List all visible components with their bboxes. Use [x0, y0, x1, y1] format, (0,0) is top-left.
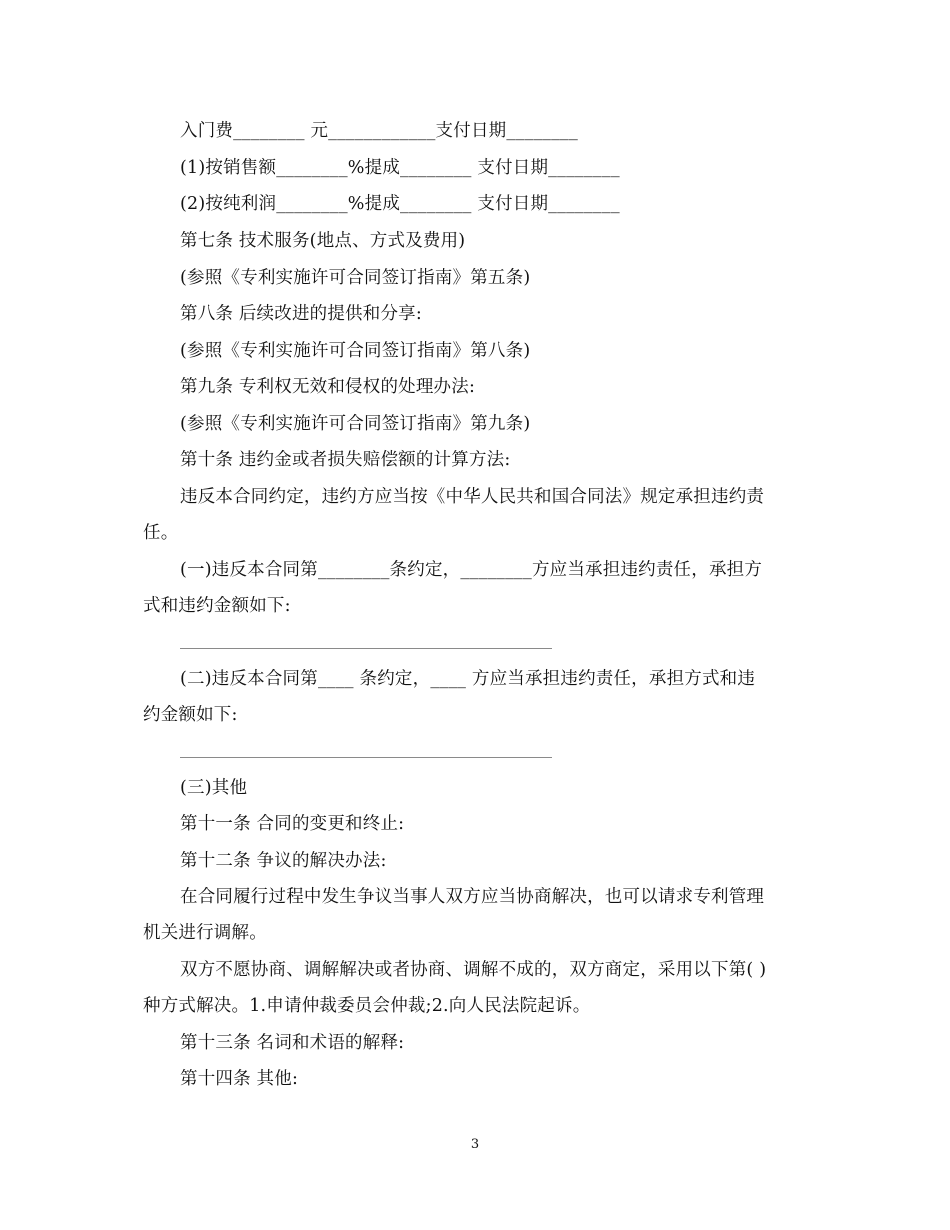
article-12-heading: 第十二条 争议的解决办法: — [180, 851, 387, 871]
breach-clause-1-line-2: 式和违约金额如下: — [143, 596, 291, 616]
breach-clause-3: (三)其他 — [180, 778, 248, 798]
article-8-reference: (参照《专利实施许可合同签订指南》第八条) — [180, 341, 531, 361]
article-11-heading: 第十一条 合同的变更和终止: — [180, 814, 405, 834]
page-number: 3 — [470, 1137, 480, 1152]
breach-clause-2-line-2: 约金额如下: — [143, 705, 238, 725]
text-line-profit-commission: (2)按纯利润________%提成________ 支付日期________ — [180, 194, 620, 214]
article-10-heading: 第十条 违约金或者损失赔偿额的计算方法: — [180, 450, 511, 470]
article-10-paragraph-line-2: 任。 — [143, 523, 179, 543]
dispute-paragraph-line-2: 机关进行调解。 — [143, 923, 267, 943]
article-7-reference: (参照《专利实施许可合同签订指南》第五条) — [180, 268, 531, 288]
article-9-heading: 第九条 专利权无效和侵权的处理办法: — [180, 377, 476, 397]
breach-clause-2-line-1: (二)违反本合同第____ 条约定，____ 方应当承担违约责任，承担方式和违 — [180, 669, 756, 689]
breach-clause-1-line-1: (一)违反本合同第________条约定，________方应当承担违约责任，承担方 — [180, 560, 763, 580]
text-line-entry-fee: 入门费________ 元____________支付日期________ — [180, 121, 578, 141]
resolution-paragraph-line-1: 双方不愿协商、调解解决或者协商、调解不成的，双方商定，采用以下第( ) — [180, 960, 767, 980]
dispute-paragraph-line-1: 在合同履行过程中发生争议当事人双方应当协商解决，也可以请求专利管理 — [180, 887, 765, 907]
fill-in-rule-2 — [180, 757, 552, 758]
resolution-paragraph-line-2: 种方式解决。1.申请仲裁委员会仲裁;2.向人民法院起诉。 — [143, 996, 591, 1016]
article-10-paragraph-line-1: 违反本合同约定，违约方应当按《中华人民共和国合同法》规定承担违约责 — [180, 487, 765, 507]
text-line-sales-commission: (1)按销售额________%提成________ 支付日期________ — [180, 158, 620, 178]
fill-in-rule-1 — [180, 648, 552, 649]
article-9-reference: (参照《专利实施许可合同签订指南》第九条) — [180, 414, 531, 434]
article-14-heading: 第十四条 其他: — [180, 1069, 299, 1089]
article-8-heading: 第八条 后续改进的提供和分享: — [180, 304, 422, 324]
article-13-heading: 第十三条 名词和术语的解释: — [180, 1033, 405, 1053]
article-7-heading: 第七条 技术服务(地点、方式及费用) — [180, 231, 466, 251]
